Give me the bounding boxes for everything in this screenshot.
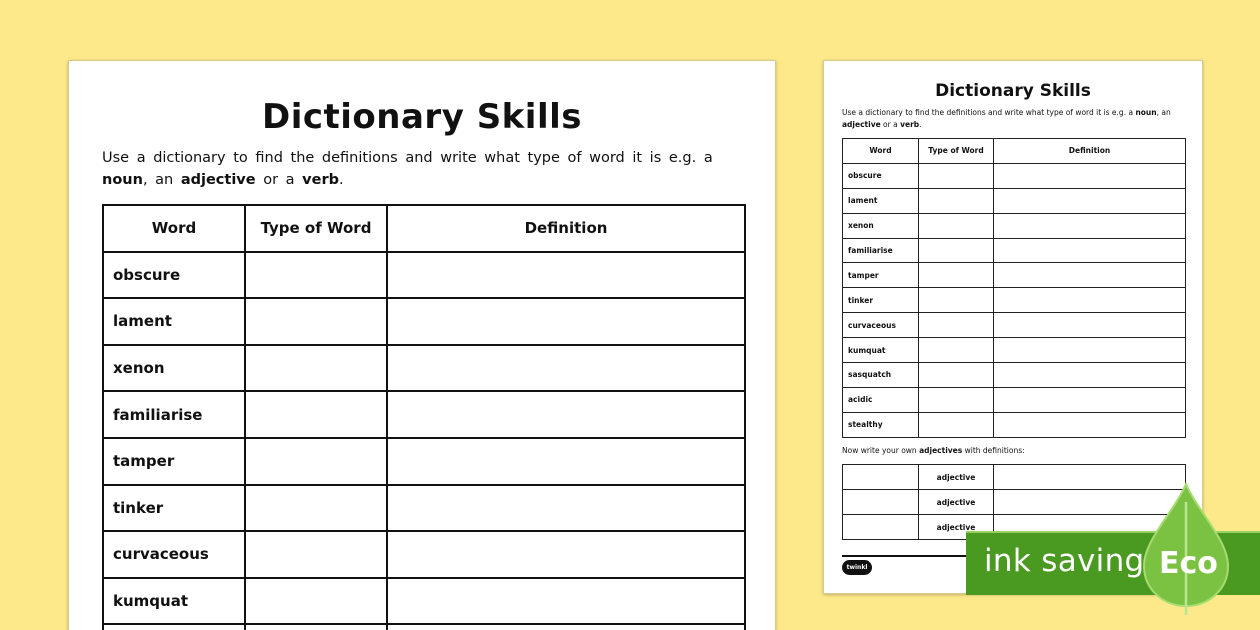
definition-cell <box>994 412 1186 437</box>
preview-word-table <box>842 138 1186 438</box>
definition-cell[interactable] <box>387 298 745 345</box>
table-row <box>843 363 1186 388</box>
adjectives-prompt: Now write your own adjectives with definitions: <box>842 446 1025 455</box>
type-cell <box>919 387 994 412</box>
word-cell: stealthy <box>843 412 919 437</box>
word-cell: tamper <box>843 263 919 288</box>
table-row <box>103 391 745 438</box>
table-row <box>843 412 1186 437</box>
table-header-row <box>103 205 745 252</box>
header-type-of-word: Type of Word <box>919 139 994 164</box>
eco-badge: Eco <box>1159 546 1218 581</box>
table-row <box>843 490 1186 515</box>
twinkl-logo: twinkl <box>842 560 872 575</box>
definition-cell[interactable] <box>387 345 745 392</box>
word-cell: tinker <box>103 485 245 532</box>
type-cell <box>919 313 994 338</box>
type-cell[interactable] <box>245 345 387 392</box>
word-cell: curvaceous <box>103 531 245 578</box>
type-cell[interactable] <box>245 391 387 438</box>
definition-cell <box>994 363 1186 388</box>
word-cell: obscure <box>103 252 245 299</box>
table-row <box>843 465 1186 490</box>
word-table <box>102 204 746 630</box>
definition-cell[interactable] <box>387 438 745 485</box>
definition-cell[interactable] <box>387 252 745 299</box>
definition-cell <box>994 288 1186 313</box>
word-cell: familiarise <box>103 391 245 438</box>
type-cell: adjective <box>919 490 994 515</box>
header-definition: Definition <box>387 205 745 252</box>
word-cell: familiarise <box>843 238 919 263</box>
word-cell: tinker <box>843 288 919 313</box>
word-cell: tamper <box>103 438 245 485</box>
adjectives-table <box>842 464 1186 540</box>
type-cell <box>919 163 994 188</box>
type-cell[interactable] <box>245 531 387 578</box>
definition-cell[interactable] <box>387 485 745 532</box>
type-cell: adjective <box>919 515 994 540</box>
type-cell: adjective <box>919 465 994 490</box>
definition-cell <box>994 387 1186 412</box>
word-cell: acidic <box>843 387 919 412</box>
preview-title: Dictionary Skills <box>935 81 1091 101</box>
header-word: Word <box>103 205 245 252</box>
word-cell <box>103 624 245 630</box>
type-cell <box>919 288 994 313</box>
definition-cell[interactable] <box>387 624 745 630</box>
definition-cell[interactable] <box>387 531 745 578</box>
preview-instructions: Use a dictionary to find the definitions and write what type of word it is e.g. a noun, an adjective or a verb. <box>842 108 1171 129</box>
table-row <box>103 531 745 578</box>
table-row <box>843 188 1186 213</box>
type-cell[interactable] <box>245 438 387 485</box>
table-row <box>843 387 1186 412</box>
type-cell <box>919 363 994 388</box>
definition-cell <box>994 313 1186 338</box>
word-cell <box>843 515 919 540</box>
table-row <box>103 345 745 392</box>
type-cell[interactable] <box>245 485 387 532</box>
word-cell: obscure <box>843 163 919 188</box>
worksheet-large <box>68 60 776 630</box>
word-cell: kumquat <box>843 338 919 363</box>
ink-saving-label: ink saving <box>984 543 1145 579</box>
table-row <box>103 298 745 345</box>
type-cell <box>919 213 994 238</box>
table-row <box>103 578 745 625</box>
definition-cell <box>994 188 1186 213</box>
type-cell[interactable] <box>245 624 387 630</box>
table-row <box>843 338 1186 363</box>
table-row <box>843 313 1186 338</box>
word-cell: xenon <box>843 213 919 238</box>
table-row <box>103 485 745 532</box>
header-definition: Definition <box>994 139 1186 164</box>
type-cell[interactable] <box>245 578 387 625</box>
table-row <box>843 213 1186 238</box>
table-header-row <box>843 139 1186 164</box>
definition-cell <box>994 338 1186 363</box>
table-row <box>843 288 1186 313</box>
definition-cell <box>994 238 1186 263</box>
table-row <box>103 252 745 299</box>
definition-cell[interactable] <box>387 578 745 625</box>
definition-cell <box>994 163 1186 188</box>
worksheet-title: Dictionary Skills <box>261 97 582 137</box>
word-cell: lament <box>843 188 919 213</box>
table-row <box>103 624 745 630</box>
definition-cell[interactable] <box>387 391 745 438</box>
type-cell <box>919 412 994 437</box>
header-type-of-word: Type of Word <box>245 205 387 252</box>
table-row <box>843 238 1186 263</box>
word-cell: kumquat <box>103 578 245 625</box>
definition-cell <box>994 263 1186 288</box>
table-row <box>843 163 1186 188</box>
word-cell: sasquatch <box>843 363 919 388</box>
word-cell <box>843 465 919 490</box>
type-cell <box>919 188 994 213</box>
worksheet-instructions: Use a dictionary to find the definitions and write what type of word it is e.g. a noun, an adjective or a verb. <box>102 150 713 188</box>
word-cell <box>843 490 919 515</box>
type-cell[interactable] <box>245 252 387 299</box>
table-row <box>103 438 745 485</box>
type-cell[interactable] <box>245 298 387 345</box>
word-cell: xenon <box>103 345 245 392</box>
word-cell: lament <box>103 298 245 345</box>
type-cell <box>919 338 994 363</box>
table-row <box>843 263 1186 288</box>
type-cell <box>919 263 994 288</box>
header-word: Word <box>843 139 919 164</box>
word-cell: curvaceous <box>843 313 919 338</box>
type-cell <box>919 238 994 263</box>
definition-cell <box>994 213 1186 238</box>
